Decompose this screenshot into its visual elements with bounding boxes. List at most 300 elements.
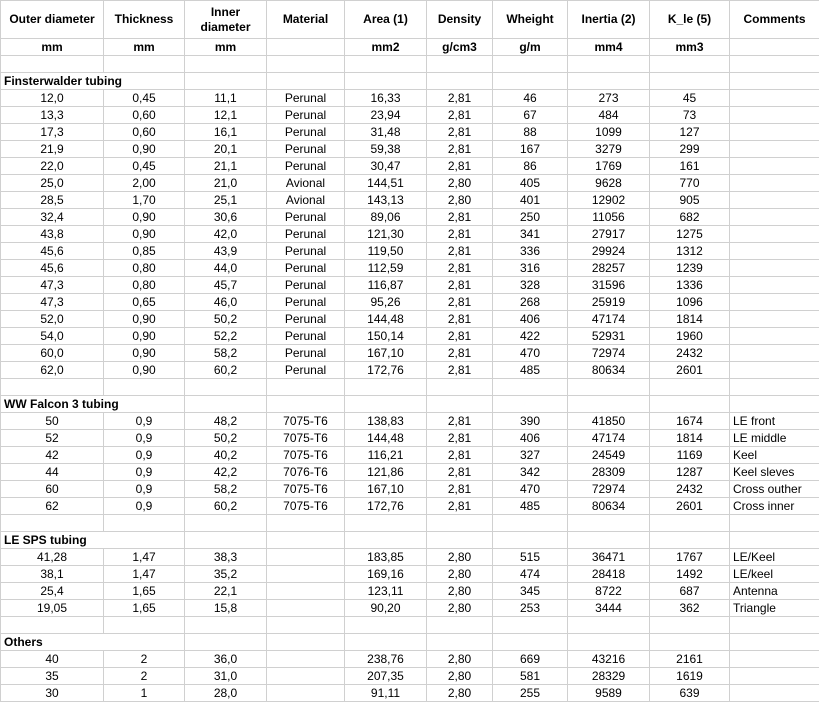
inner-diameter-cell[interactable]: 44,0 [185, 260, 267, 277]
material-cell[interactable]: Perunal [267, 311, 345, 328]
area-cell[interactable]: 138,83 [345, 413, 427, 430]
density-cell[interactable]: 2,81 [427, 158, 493, 175]
comments-cell[interactable]: LE/Keel [730, 549, 819, 566]
thickness-cell[interactable]: 0,65 [104, 294, 185, 311]
comments-cell[interactable] [730, 90, 819, 107]
k-le-cell[interactable]: 1674 [650, 413, 730, 430]
thickness-cell[interactable]: 0,9 [104, 447, 185, 464]
density-cell[interactable]: 2,80 [427, 668, 493, 685]
empty-cell[interactable] [1, 56, 104, 73]
outer-diameter-cell[interactable]: 17,3 [1, 124, 104, 141]
comments-cell[interactable] [730, 260, 819, 277]
empty-cell[interactable] [345, 634, 427, 651]
outer-diameter-cell[interactable]: 45,6 [1, 243, 104, 260]
inertia-cell[interactable]: 12902 [568, 192, 650, 209]
weight-cell[interactable]: 669 [493, 651, 568, 668]
inner-diameter-cell[interactable]: 45,7 [185, 277, 267, 294]
thickness-cell[interactable]: 0,45 [104, 90, 185, 107]
empty-cell[interactable] [650, 379, 730, 396]
density-cell[interactable]: 2,80 [427, 192, 493, 209]
material-cell[interactable]: Perunal [267, 107, 345, 124]
inertia-cell[interactable]: 27917 [568, 226, 650, 243]
inner-diameter-cell[interactable]: 60,2 [185, 498, 267, 515]
k-le-cell[interactable]: 687 [650, 583, 730, 600]
area-cell[interactable]: 167,10 [345, 345, 427, 362]
inertia-cell[interactable]: 28329 [568, 668, 650, 685]
empty-cell[interactable] [650, 73, 730, 90]
weight-cell[interactable]: 401 [493, 192, 568, 209]
outer-diameter-cell[interactable]: 47,3 [1, 294, 104, 311]
thickness-cell[interactable]: 1,47 [104, 549, 185, 566]
k-le-cell[interactable]: 2161 [650, 651, 730, 668]
outer-diameter-cell[interactable]: 30 [1, 685, 104, 702]
weight-cell[interactable]: 342 [493, 464, 568, 481]
inertia-cell[interactable]: 41850 [568, 413, 650, 430]
empty-cell[interactable] [345, 532, 427, 549]
inner-diameter-cell[interactable]: 58,2 [185, 345, 267, 362]
density-cell[interactable]: 2,81 [427, 481, 493, 498]
material-cell[interactable]: Perunal [267, 277, 345, 294]
k-le-cell[interactable]: 2432 [650, 345, 730, 362]
k-le-cell[interactable]: 1096 [650, 294, 730, 311]
empty-cell[interactable] [185, 56, 267, 73]
inner-diameter-cell[interactable]: 22,1 [185, 583, 267, 600]
empty-cell[interactable] [185, 634, 267, 651]
material-cell[interactable]: 7075-T6 [267, 498, 345, 515]
inertia-cell[interactable]: 11056 [568, 209, 650, 226]
weight-cell[interactable]: 470 [493, 481, 568, 498]
material-cell[interactable]: 7075-T6 [267, 481, 345, 498]
empty-cell[interactable] [650, 515, 730, 532]
outer-diameter-cell[interactable]: 52,0 [1, 311, 104, 328]
material-cell[interactable]: Perunal [267, 90, 345, 107]
empty-cell[interactable] [493, 56, 568, 73]
thickness-cell[interactable]: 1,65 [104, 583, 185, 600]
area-cell[interactable]: 183,85 [345, 549, 427, 566]
inner-diameter-cell[interactable]: 58,2 [185, 481, 267, 498]
area-cell[interactable]: 150,14 [345, 328, 427, 345]
k-le-cell[interactable]: 905 [650, 192, 730, 209]
thickness-cell[interactable]: 1,65 [104, 600, 185, 617]
empty-cell[interactable] [104, 379, 185, 396]
weight-cell[interactable]: 406 [493, 311, 568, 328]
empty-cell[interactable] [427, 617, 493, 634]
weight-cell[interactable]: 390 [493, 413, 568, 430]
inertia-cell[interactable]: 1769 [568, 158, 650, 175]
empty-cell[interactable] [568, 515, 650, 532]
empty-cell[interactable] [427, 379, 493, 396]
weight-cell[interactable]: 336 [493, 243, 568, 260]
k-le-cell[interactable]: 2432 [650, 481, 730, 498]
inner-diameter-cell[interactable]: 42,0 [185, 226, 267, 243]
header-inertia[interactable]: Inertia (2) [568, 1, 650, 39]
outer-diameter-cell[interactable]: 25,4 [1, 583, 104, 600]
thickness-cell[interactable]: 2 [104, 668, 185, 685]
empty-cell[interactable] [267, 532, 345, 549]
area-cell[interactable]: 144,51 [345, 175, 427, 192]
inner-diameter-cell[interactable]: 21,0 [185, 175, 267, 192]
inertia-cell[interactable]: 28309 [568, 464, 650, 481]
comments-cell[interactable] [730, 651, 819, 668]
density-cell[interactable]: 2,81 [427, 209, 493, 226]
density-cell[interactable]: 2,80 [427, 685, 493, 702]
inner-diameter-cell[interactable]: 35,2 [185, 566, 267, 583]
empty-cell[interactable] [650, 617, 730, 634]
comments-cell[interactable] [730, 243, 819, 260]
comments-cell[interactable] [730, 226, 819, 243]
section-title[interactable]: Finsterwalder tubing [1, 73, 185, 90]
empty-cell[interactable] [493, 73, 568, 90]
inertia-cell[interactable]: 3444 [568, 600, 650, 617]
material-cell[interactable] [267, 668, 345, 685]
outer-diameter-cell[interactable]: 19,05 [1, 600, 104, 617]
outer-diameter-cell[interactable]: 62,0 [1, 362, 104, 379]
empty-cell[interactable] [185, 396, 267, 413]
material-cell[interactable]: Perunal [267, 345, 345, 362]
outer-diameter-cell[interactable]: 54,0 [1, 328, 104, 345]
inertia-cell[interactable]: 72974 [568, 481, 650, 498]
empty-cell[interactable] [650, 396, 730, 413]
material-cell[interactable]: Perunal [267, 124, 345, 141]
comments-cell[interactable]: LE front [730, 413, 819, 430]
section-title[interactable]: Others [1, 634, 185, 651]
material-cell[interactable]: Perunal [267, 260, 345, 277]
material-cell[interactable] [267, 685, 345, 702]
thickness-cell[interactable]: 0,90 [104, 345, 185, 362]
empty-cell[interactable] [493, 532, 568, 549]
material-cell[interactable] [267, 583, 345, 600]
density-cell[interactable]: 2,81 [427, 90, 493, 107]
outer-diameter-cell[interactable]: 50 [1, 413, 104, 430]
k-le-cell[interactable]: 127 [650, 124, 730, 141]
inertia-cell[interactable]: 1099 [568, 124, 650, 141]
empty-cell[interactable] [730, 515, 819, 532]
area-cell[interactable]: 207,35 [345, 668, 427, 685]
inertia-cell[interactable]: 29924 [568, 243, 650, 260]
inertia-cell[interactable]: 484 [568, 107, 650, 124]
material-cell[interactable]: Perunal [267, 328, 345, 345]
thickness-cell[interactable]: 2,00 [104, 175, 185, 192]
inner-diameter-cell[interactable]: 11,1 [185, 90, 267, 107]
thickness-cell[interactable]: 0,9 [104, 413, 185, 430]
thickness-cell[interactable]: 0,60 [104, 124, 185, 141]
outer-diameter-cell[interactable]: 60,0 [1, 345, 104, 362]
empty-cell[interactable] [568, 379, 650, 396]
material-cell[interactable]: Perunal [267, 158, 345, 175]
inertia-cell[interactable]: 9628 [568, 175, 650, 192]
outer-diameter-cell[interactable]: 62 [1, 498, 104, 515]
inner-diameter-cell[interactable]: 25,1 [185, 192, 267, 209]
area-cell[interactable]: 95,26 [345, 294, 427, 311]
density-cell[interactable]: 2,81 [427, 243, 493, 260]
weight-cell[interactable]: 167 [493, 141, 568, 158]
empty-cell[interactable] [267, 396, 345, 413]
empty-cell[interactable] [104, 617, 185, 634]
empty-cell[interactable] [493, 515, 568, 532]
thickness-cell[interactable]: 0,45 [104, 158, 185, 175]
density-cell[interactable]: 2,80 [427, 651, 493, 668]
empty-cell[interactable] [568, 396, 650, 413]
outer-diameter-cell[interactable]: 60 [1, 481, 104, 498]
empty-cell[interactable] [730, 379, 819, 396]
density-cell[interactable]: 2,81 [427, 141, 493, 158]
density-cell[interactable]: 2,81 [427, 107, 493, 124]
section-title[interactable]: LE SPS tubing [1, 532, 185, 549]
empty-cell[interactable] [568, 56, 650, 73]
material-cell[interactable]: Perunal [267, 209, 345, 226]
inner-diameter-cell[interactable]: 21,1 [185, 158, 267, 175]
k-le-cell[interactable]: 1169 [650, 447, 730, 464]
outer-diameter-cell[interactable]: 38,1 [1, 566, 104, 583]
weight-cell[interactable]: 327 [493, 447, 568, 464]
empty-cell[interactable] [1, 379, 104, 396]
k-le-cell[interactable]: 1960 [650, 328, 730, 345]
area-cell[interactable]: 172,76 [345, 362, 427, 379]
unit-k-le[interactable]: mm3 [650, 39, 730, 56]
inner-diameter-cell[interactable]: 28,0 [185, 685, 267, 702]
k-le-cell[interactable]: 299 [650, 141, 730, 158]
outer-diameter-cell[interactable]: 21,9 [1, 141, 104, 158]
weight-cell[interactable]: 253 [493, 600, 568, 617]
material-cell[interactable]: Perunal [267, 294, 345, 311]
area-cell[interactable]: 116,87 [345, 277, 427, 294]
comments-cell[interactable] [730, 277, 819, 294]
outer-diameter-cell[interactable]: 28,5 [1, 192, 104, 209]
outer-diameter-cell[interactable]: 41,28 [1, 549, 104, 566]
material-cell[interactable]: Perunal [267, 243, 345, 260]
density-cell[interactable]: 2,81 [427, 311, 493, 328]
outer-diameter-cell[interactable]: 25,0 [1, 175, 104, 192]
header-outer-diameter[interactable]: Outer diameter [1, 1, 104, 39]
header-k-le[interactable]: K_le (5) [650, 1, 730, 39]
empty-cell[interactable] [730, 532, 819, 549]
comments-cell[interactable] [730, 345, 819, 362]
header-density[interactable]: Density [427, 1, 493, 39]
weight-cell[interactable]: 316 [493, 260, 568, 277]
inner-diameter-cell[interactable]: 40,2 [185, 447, 267, 464]
comments-cell[interactable]: Keel sleves [730, 464, 819, 481]
thickness-cell[interactable]: 0,80 [104, 277, 185, 294]
area-cell[interactable]: 16,33 [345, 90, 427, 107]
empty-cell[interactable] [427, 396, 493, 413]
outer-diameter-cell[interactable]: 42 [1, 447, 104, 464]
area-cell[interactable]: 144,48 [345, 430, 427, 447]
area-cell[interactable]: 144,48 [345, 311, 427, 328]
material-cell[interactable]: Perunal [267, 141, 345, 158]
weight-cell[interactable]: 255 [493, 685, 568, 702]
area-cell[interactable]: 121,86 [345, 464, 427, 481]
area-cell[interactable]: 91,11 [345, 685, 427, 702]
material-cell[interactable]: Avional [267, 175, 345, 192]
outer-diameter-cell[interactable]: 12,0 [1, 90, 104, 107]
material-cell[interactable]: 7075-T6 [267, 413, 345, 430]
weight-cell[interactable]: 581 [493, 668, 568, 685]
weight-cell[interactable]: 345 [493, 583, 568, 600]
inertia-cell[interactable]: 9589 [568, 685, 650, 702]
outer-diameter-cell[interactable]: 52 [1, 430, 104, 447]
k-le-cell[interactable]: 73 [650, 107, 730, 124]
inner-diameter-cell[interactable]: 43,9 [185, 243, 267, 260]
empty-cell[interactable] [730, 617, 819, 634]
density-cell[interactable]: 2,81 [427, 260, 493, 277]
area-cell[interactable]: 167,10 [345, 481, 427, 498]
comments-cell[interactable]: Cross outher [730, 481, 819, 498]
outer-diameter-cell[interactable]: 45,6 [1, 260, 104, 277]
empty-cell[interactable] [185, 515, 267, 532]
density-cell[interactable]: 2,80 [427, 600, 493, 617]
inner-diameter-cell[interactable]: 50,2 [185, 311, 267, 328]
empty-cell[interactable] [1, 515, 104, 532]
thickness-cell[interactable]: 0,60 [104, 107, 185, 124]
empty-cell[interactable] [650, 56, 730, 73]
inertia-cell[interactable]: 47174 [568, 430, 650, 447]
area-cell[interactable]: 172,76 [345, 498, 427, 515]
area-cell[interactable]: 116,21 [345, 447, 427, 464]
header-material[interactable]: Material [267, 1, 345, 39]
header-area[interactable]: Area (1) [345, 1, 427, 39]
inertia-cell[interactable]: 72974 [568, 345, 650, 362]
thickness-cell[interactable]: 0,85 [104, 243, 185, 260]
material-cell[interactable]: 7075-T6 [267, 447, 345, 464]
weight-cell[interactable]: 46 [493, 90, 568, 107]
k-le-cell[interactable]: 1287 [650, 464, 730, 481]
weight-cell[interactable]: 250 [493, 209, 568, 226]
outer-diameter-cell[interactable]: 22,0 [1, 158, 104, 175]
material-cell[interactable]: 7075-T6 [267, 430, 345, 447]
empty-cell[interactable] [267, 515, 345, 532]
empty-cell[interactable] [185, 379, 267, 396]
unit-weight[interactable]: g/m [493, 39, 568, 56]
outer-diameter-cell[interactable]: 43,8 [1, 226, 104, 243]
unit-inertia[interactable]: mm4 [568, 39, 650, 56]
area-cell[interactable]: 238,76 [345, 651, 427, 668]
area-cell[interactable]: 169,16 [345, 566, 427, 583]
empty-cell[interactable] [650, 634, 730, 651]
area-cell[interactable]: 30,47 [345, 158, 427, 175]
inertia-cell[interactable]: 80634 [568, 498, 650, 515]
k-le-cell[interactable]: 362 [650, 600, 730, 617]
unit-inner-diameter[interactable]: mm [185, 39, 267, 56]
comments-cell[interactable] [730, 124, 819, 141]
weight-cell[interactable]: 405 [493, 175, 568, 192]
k-le-cell[interactable]: 639 [650, 685, 730, 702]
k-le-cell[interactable]: 1336 [650, 277, 730, 294]
empty-cell[interactable] [568, 617, 650, 634]
k-le-cell[interactable]: 1275 [650, 226, 730, 243]
unit-comments[interactable] [730, 39, 819, 56]
empty-cell[interactable] [104, 56, 185, 73]
k-le-cell[interactable]: 1239 [650, 260, 730, 277]
thickness-cell[interactable]: 0,90 [104, 311, 185, 328]
inner-diameter-cell[interactable]: 42,2 [185, 464, 267, 481]
density-cell[interactable]: 2,81 [427, 294, 493, 311]
density-cell[interactable]: 2,80 [427, 566, 493, 583]
thickness-cell[interactable]: 1,47 [104, 566, 185, 583]
comments-cell[interactable]: Antenna [730, 583, 819, 600]
empty-cell[interactable] [345, 379, 427, 396]
weight-cell[interactable]: 88 [493, 124, 568, 141]
empty-cell[interactable] [427, 532, 493, 549]
thickness-cell[interactable]: 0,9 [104, 498, 185, 515]
empty-cell[interactable] [427, 515, 493, 532]
outer-diameter-cell[interactable]: 32,4 [1, 209, 104, 226]
inner-diameter-cell[interactable]: 52,2 [185, 328, 267, 345]
weight-cell[interactable]: 474 [493, 566, 568, 583]
weight-cell[interactable]: 328 [493, 277, 568, 294]
comments-cell[interactable]: LE/keel [730, 566, 819, 583]
thickness-cell[interactable]: 0,9 [104, 481, 185, 498]
unit-material[interactable] [267, 39, 345, 56]
k-le-cell[interactable]: 1767 [650, 549, 730, 566]
empty-cell[interactable] [427, 56, 493, 73]
comments-cell[interactable] [730, 158, 819, 175]
inner-diameter-cell[interactable]: 16,1 [185, 124, 267, 141]
material-cell[interactable]: Perunal [267, 362, 345, 379]
material-cell[interactable] [267, 651, 345, 668]
empty-cell[interactable] [345, 73, 427, 90]
weight-cell[interactable]: 470 [493, 345, 568, 362]
empty-cell[interactable] [730, 634, 819, 651]
empty-cell[interactable] [493, 634, 568, 651]
unit-density[interactable]: g/cm3 [427, 39, 493, 56]
inner-diameter-cell[interactable]: 30,6 [185, 209, 267, 226]
empty-cell[interactable] [427, 73, 493, 90]
k-le-cell[interactable]: 161 [650, 158, 730, 175]
k-le-cell[interactable]: 682 [650, 209, 730, 226]
outer-diameter-cell[interactable]: 47,3 [1, 277, 104, 294]
inertia-cell[interactable]: 43216 [568, 651, 650, 668]
empty-cell[interactable] [1, 617, 104, 634]
density-cell[interactable]: 2,81 [427, 464, 493, 481]
empty-cell[interactable] [568, 73, 650, 90]
area-cell[interactable]: 90,20 [345, 600, 427, 617]
area-cell[interactable]: 112,59 [345, 260, 427, 277]
empty-cell[interactable] [185, 617, 267, 634]
thickness-cell[interactable]: 0,90 [104, 141, 185, 158]
material-cell[interactable]: 7076-T6 [267, 464, 345, 481]
material-cell[interactable] [267, 600, 345, 617]
empty-cell[interactable] [730, 56, 819, 73]
outer-diameter-cell[interactable]: 44 [1, 464, 104, 481]
inner-diameter-cell[interactable]: 38,3 [185, 549, 267, 566]
unit-area[interactable]: mm2 [345, 39, 427, 56]
k-le-cell[interactable]: 2601 [650, 362, 730, 379]
inertia-cell[interactable]: 25919 [568, 294, 650, 311]
empty-cell[interactable] [345, 56, 427, 73]
inertia-cell[interactable]: 47174 [568, 311, 650, 328]
empty-cell[interactable] [427, 634, 493, 651]
thickness-cell[interactable]: 0,80 [104, 260, 185, 277]
density-cell[interactable]: 2,81 [427, 413, 493, 430]
empty-cell[interactable] [345, 515, 427, 532]
area-cell[interactable]: 31,48 [345, 124, 427, 141]
inner-diameter-cell[interactable]: 20,1 [185, 141, 267, 158]
weight-cell[interactable]: 422 [493, 328, 568, 345]
area-cell[interactable]: 143,13 [345, 192, 427, 209]
weight-cell[interactable]: 406 [493, 430, 568, 447]
comments-cell[interactable] [730, 362, 819, 379]
empty-cell[interactable] [267, 617, 345, 634]
inner-diameter-cell[interactable]: 12,1 [185, 107, 267, 124]
area-cell[interactable]: 23,94 [345, 107, 427, 124]
density-cell[interactable]: 2,81 [427, 447, 493, 464]
k-le-cell[interactable]: 1814 [650, 430, 730, 447]
empty-cell[interactable] [493, 617, 568, 634]
empty-cell[interactable] [730, 396, 819, 413]
inner-diameter-cell[interactable]: 50,2 [185, 430, 267, 447]
weight-cell[interactable]: 86 [493, 158, 568, 175]
inner-diameter-cell[interactable]: 15,8 [185, 600, 267, 617]
